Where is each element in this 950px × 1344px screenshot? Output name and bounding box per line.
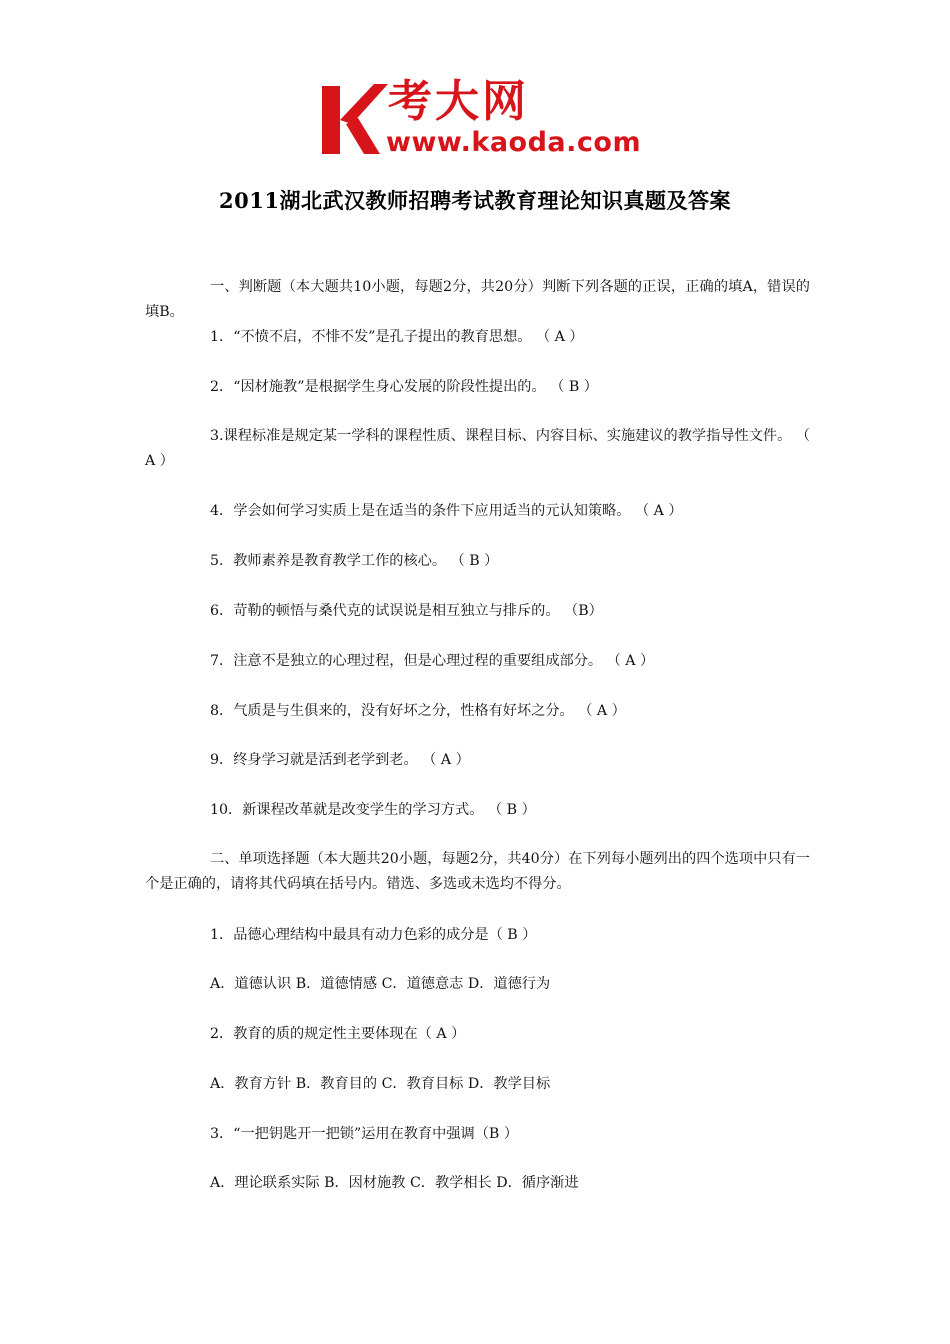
judge-item-1: 1．“不愤不启，不悱不发”是孔子提出的教育思想。 （ A ） <box>210 329 584 345</box>
judge-item-3: 3.课程标准是规定某一学科的课程性质、课程目标、内容目标、实施建议的教学指导性文件。 （ A ） <box>145 428 810 469</box>
judge-item-6: 6．苛勒的顿悟与桑代克的试误说是相互独立与排斥的。 （B） <box>210 603 603 619</box>
logo-brand-cn: 考大网 <box>388 76 529 127</box>
choice-options-2: A．教育方针 B．教育目的 C．教育目标 D．教学目标 <box>210 1076 551 1092</box>
choice-options-1: A．道德认识 B．道德情感 C．道德意志 D．道德行为 <box>210 976 551 992</box>
section1-heading: 一、判断题（本大题共10小题，每题2分，共20分）判断下列各题的正误，正确的填A，错误的填B。 <box>145 279 810 320</box>
judge-item-10: 10．新课程改革就是改变学生的学习方式。 （ B ） <box>210 802 536 818</box>
choice-question-1: 1．品德心理结构中最具有动力色彩的成分是（ B ） <box>210 927 537 943</box>
judge-item-9: 9．终身学习就是活到老学到老。 （ A ） <box>210 752 470 768</box>
logo-brand-url: www.kaoda.com <box>386 127 642 158</box>
kaoda-logo <box>318 76 642 162</box>
judge-item-4: 4．学会如何学习实质上是在适当的条件下应用适当的元认知策略。 （ A ） <box>210 503 683 519</box>
judge-item-5: 5．教师素养是教育教学工作的核心。 （ B ） <box>210 553 499 569</box>
judge-item-2: 2．“因材施教”是根据学生身心发展的阶段性提出的。 （ B ） <box>210 379 598 395</box>
judge-item-8: 8．气质是与生俱来的，没有好坏之分，性格有好坏之分。 （ A ） <box>210 703 626 719</box>
choice-question-3: 3．“一把钥匙开一把锁”运用在教育中强调（B ） <box>210 1126 519 1142</box>
choice-question-2: 2．教育的质的规定性主要体现在（ A ） <box>210 1026 466 1042</box>
k-logo-icon <box>318 80 390 160</box>
judge-item-7: 7．注意不是独立的心理过程，但是心理过程的重要组成部分。 （ A ） <box>210 653 655 669</box>
document-title: 2011湖北武汉教师招聘考试教育理论知识真题及答案 <box>219 188 731 213</box>
choice-options-3: A．理论联系实际 B．因材施教 C．教学相长 D．循序渐进 <box>210 1175 579 1191</box>
section2-heading: 二、单项选择题（本大题共20小题，每题2分，共40分）在下列每小题列出的四个选项中只有一个是正确的，请将其代码填在括号内。错选、多选或未选均不得分。 <box>145 851 810 892</box>
